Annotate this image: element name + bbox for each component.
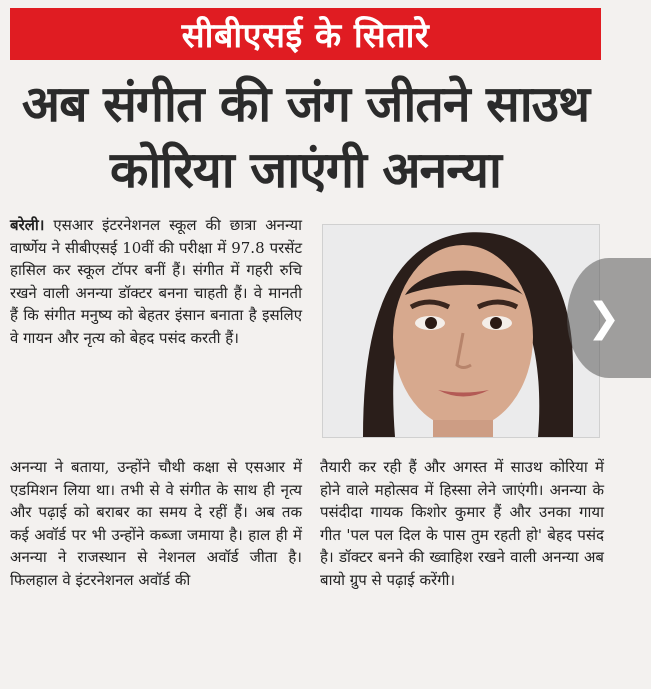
chevron-right-icon: ❯	[587, 295, 621, 341]
dateline: बरेली।	[10, 216, 45, 234]
banner-label: सीबीएसई के सितारे	[181, 16, 430, 56]
portrait-illustration	[323, 225, 599, 437]
paragraph-3: तैयारी कर रही हैं और अगस्त में साउथ कोरिया में होने वाले महोत्सव में हिस्सा लेने जाएंगी। अनन्या के पसंदीदा गायक किशोर कुमार हैं और उनका गाया गीत 'पल पल दिल के पास तुम रहती हो' बेहद पसंद है। डॉक्टर बनने की ख्वाहिश रखने वाली अनन्या अब बायो ग्रुप से पढ़ाई करेंगी।	[320, 458, 604, 589]
article-column-left-bottom	[10, 456, 302, 605]
section-banner	[10, 8, 601, 60]
student-photo	[322, 224, 600, 438]
headline-line-2: कोरिया जाएंगी अनन्या	[110, 141, 501, 199]
paragraph-1	[10, 214, 302, 349]
paragraph-2: अनन्या ने बताया, उन्होंने चौथी कक्षा से एसआर में एडमिशन लिया था। तभी से वे संगीत के साथ ही नृत्य और पढ़ाई को बराबर का समय दे रहीं हैं। अब तक कई अवॉर्ड पर भी उन्होंने कब्जा जमाया है। हाल ही में अनन्या ने राजस्थान से नेशनल अवॉर्ड जीता है। फिलहाल वे इंटरनेशनल अवॉर्ड की	[10, 458, 302, 589]
paragraph-1-text: एसआर इंटरनेशनल स्कूल की छात्रा अनन्या वार्ष्णेय ने सीबीएसई 10वीं की परीक्षा में 97.8 परसेंट हासिल कर स्कूल टॉपर बनीं हैं। संगीत में गहरी रुचि रखने वाली अनन्या डॉक्टर बनना चाहती हैं। वे मानती हैं कि संगीत मनुष्य को बेहतर इंसान बनाता है इसलिए वे गायन और नृत्य को बेहद पसंद करती हैं।	[10, 216, 302, 347]
article-column-left-top	[10, 214, 302, 363]
article-column-right-bottom	[320, 456, 604, 605]
next-image-button[interactable]	[567, 258, 651, 378]
headline-line-1: अब संगीत की जंग जीतने साउथ	[21, 75, 590, 133]
